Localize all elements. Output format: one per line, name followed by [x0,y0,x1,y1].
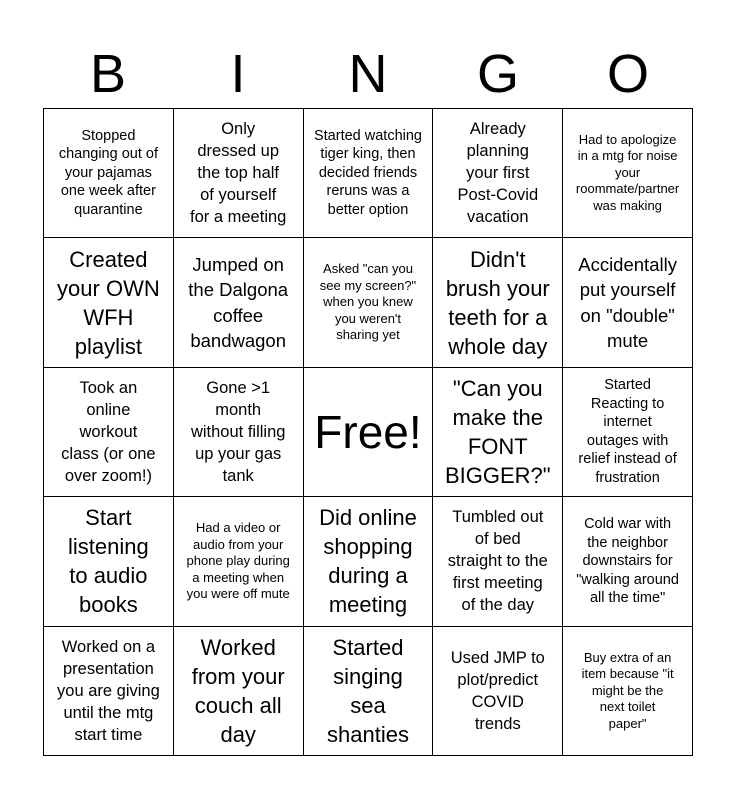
cell-text: Worked on a presentation you are giving until the mtg start time [57,637,160,744]
bingo-cell[interactable] [563,109,693,238]
cell-text: Buy extra of an item because "it might be the next toilet paper" [581,649,674,731]
header-letter-o: O [606,44,649,104]
header-letter-g: G [476,44,519,104]
bingo-cell[interactable] [563,627,693,756]
bingo-header [43,40,693,108]
cell-text: Started Reacting to internet outages with relief instead of frustration [578,377,677,486]
bingo-cell[interactable] [44,627,174,756]
bingo-cell[interactable] [44,238,174,367]
bingo-cell[interactable] [174,627,304,756]
bingo-cell[interactable] [174,497,304,626]
bingo-cell[interactable] [304,497,434,626]
cell-text: Started watching tiger king, then decided friends reruns was a better option [313,127,422,218]
cell-text: Accidentally put yourself on "double" mute [578,253,677,352]
cell-text: Cold war with the neighbor downstairs for "walking around all the time" [576,516,679,607]
header-letter-n: N [348,44,388,104]
free-cell[interactable] [304,368,434,497]
bingo-cell[interactable] [433,238,563,367]
cell-text: Tumbled out of bed straight to the first meeting of the day [447,508,548,615]
header-letter-i: I [230,44,246,104]
cell-text: Worked from your couch all day [191,634,285,747]
bingo-cell[interactable] [174,238,304,367]
bingo-cell[interactable] [433,109,563,238]
bingo-cell[interactable] [174,109,304,238]
cell-text: Asked "can you see my screen?" when you knew you weren't sharing yet [319,261,417,343]
cell-text: Start listening to audio books [68,505,149,618]
bingo-cell[interactable] [44,497,174,626]
cell-text: Started singing sea shanties [327,634,409,747]
bingo-cell[interactable] [304,627,434,756]
bingo-cell[interactable] [174,368,304,497]
cell-text: Stopped changing out of your pajamas one week after quarantine [58,127,158,218]
cell-text: Already planning your first Post-Covid vacation [457,120,539,227]
cell-text: Did online shopping during a meeting [319,505,417,618]
cell-text: Jumped on the Dalgona coffee bandwagon [188,253,289,352]
free-text: Free! [314,405,422,458]
bingo-cell[interactable] [563,238,693,367]
bingo-cell[interactable] [433,497,563,626]
cell-text: Created your OWN WFH playlist [57,246,160,359]
cell-text: Gone >1 month without filling up your gas tank [190,378,286,485]
cell-text: "Can you make the FONT BIGGER?" [444,375,551,488]
cell-text: Had a video or audio from your phone play during a meeting when you were off mute [186,520,290,602]
bingo-cell[interactable] [433,627,563,756]
bingo-cell[interactable] [44,368,174,497]
cell-text: Had to apologize in a mtg for noise your roommate/partner was making [575,131,680,213]
cell-text: Used JMP to plot/predict COVID trends [450,648,545,733]
bingo-cell[interactable] [44,109,174,238]
bingo-cell[interactable] [563,368,693,497]
cell-text: Took an online workout class (or one over zoom!) [61,378,156,485]
bingo-cell[interactable] [563,497,693,626]
bingo-cell[interactable] [304,238,434,367]
cell-text: Didn't brush your teeth for a whole day [445,246,550,359]
bingo-cell[interactable] [433,368,563,497]
bingo-grid [43,108,693,756]
header-letter-b: B [89,44,127,104]
cell-text: Only dressed up the top half of yourself for a meeting [190,120,287,227]
bingo-cell[interactable] [304,109,434,238]
